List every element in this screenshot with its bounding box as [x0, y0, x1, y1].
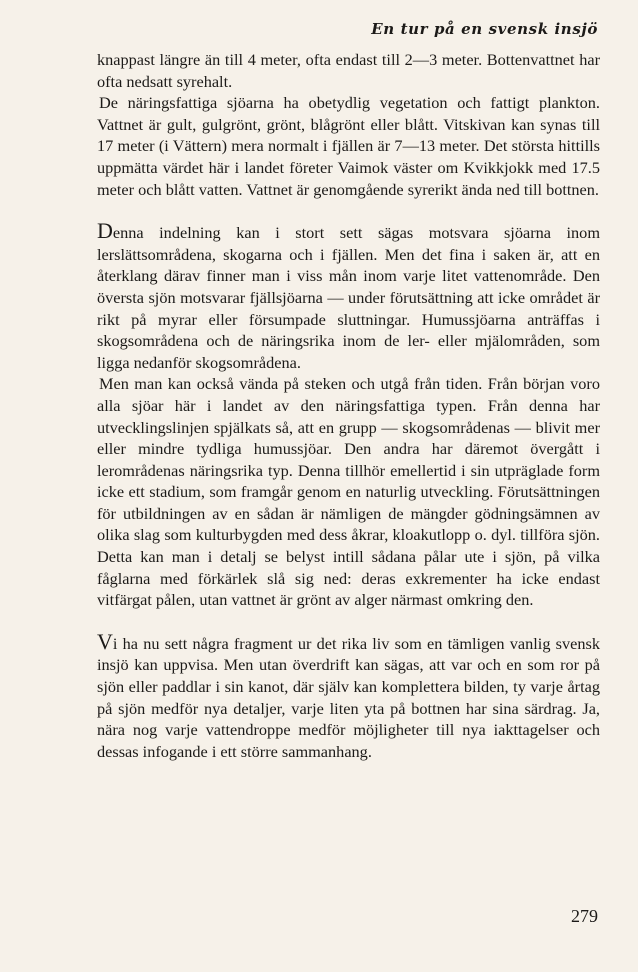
- paragraph-text: i ha nu sett några fragment ur det rika liv som en tämligen vanlig svensk insjö kan uppvisa. Men utan överdrift kan sägas, att var och en som ror på sjön eller paddlar i sin kanot, där själv kan komplettera bilden, ty varje årtag på sjön medför nya detaljer, varje liten yta på bottnen har sina särdrag. Ja, nära nog varje vattendroppe medför möjligheter till nya iakttagelser och dessas infogande i ett större sammanhang.: [97, 633, 600, 761]
- page-number: 279: [571, 906, 598, 926]
- paragraph: [97, 628, 600, 763]
- paragraph: knappast längre än till 4 meter, ofta endast till 2—3 meter. Bottenvattnet har ofta nedsatt syrehalt.: [97, 50, 600, 91]
- paragraph: [97, 218, 600, 373]
- section-break: [97, 611, 600, 633]
- initial-letter: V: [97, 628, 113, 654]
- paragraph: Men man kan också vända på steken och utgå från tiden. Från början voro alla sjöar här i landet av den näringsfattiga typen. Från denna har utvecklingslinjen spjälkats så, att en grupp — skogsområdenas — blivit mer eller mindre tydliga humussjöar. Den andra har däremot övergått i lerområdenas näringsrika typ. Denna tillhör emellertid i sin utpräglade form icke ett stadium, som framgår genom en naturlig utveckling. Förutsättningen för utbildningen av en sådan är nämligen de mängder gödningsämnen av olika slag som kulturbygden med dess åkrar, kloakutlopp o. dyl. tillföra sjön. Detta kan man i detalj se belyst intill sådana pålar ute i sjön, på vilka fåglarna med förkärlek slå sig ned: deras exkrementer ha icke endast vitfärgat pålen, utan vattnet är grönt av alger närmast omkring den.: [97, 374, 600, 610]
- paragraph: De näringsfattiga sjöarna ha obetydlig vegetation och fattigt plankton. Vattnet är gult, gulgrönt, grönt, blågrönt eller blått. Vitskivan kan synas till 17 meter (i Vättern) mera normalt i fjällen är 7—13 meter. Det största hittills uppmätta värdet här i landet företer Vaimok väster om Kvikkjokk med 17.5 meter och blått vatten. Vattnet är genomgående syrerikt ända ned till bottnen.: [97, 93, 600, 199]
- initial-letter: D: [97, 218, 113, 244]
- paragraph-text: enna indelning kan i stort sett sägas motsvara sjöarna inom lerslättsområdena, skogarna och i fjällen. Men det fina i saken är, att en återklang därav finner man i viss mån inom varje litet vattenområde. Den översta sjön motsvarar fjällsjöarna — under förutsättning att icke området är rikt på myrar eller försumpade sluttningar. Humussjöarna anträffas i skogsområdena och de näringsrika inom de ler- eller mjälområden, som ligga nedanför skogsområdena.: [97, 223, 600, 372]
- section-break: [97, 200, 600, 222]
- running-head: En tur på en svensk insjö: [371, 20, 598, 38]
- body-text: [97, 49, 600, 762]
